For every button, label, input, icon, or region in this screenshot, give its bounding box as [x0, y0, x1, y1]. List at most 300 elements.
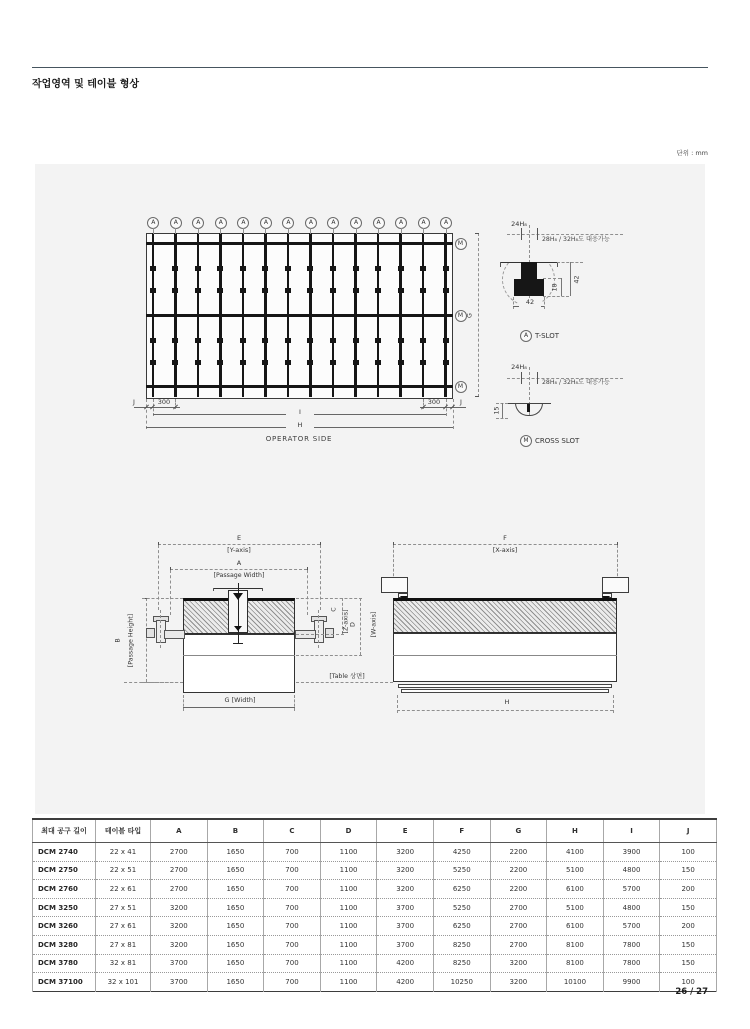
cross-slot-badge: M	[455, 381, 467, 393]
table-cell: 3200	[377, 861, 434, 880]
t-slot-mark	[330, 360, 336, 365]
spec-table-grid	[32, 818, 717, 992]
diagram-line	[170, 569, 307, 570]
t-slot-badge: A	[147, 217, 159, 229]
diagram-line	[318, 610, 319, 648]
table-cell: 200	[660, 880, 717, 899]
t-slot-mark	[443, 360, 449, 365]
table-cell: 10100	[547, 973, 604, 992]
cross-slot-line	[146, 385, 453, 388]
diagram-line	[393, 545, 394, 581]
table-cell: 700	[264, 898, 321, 917]
table-cell: 27 x 81	[96, 935, 151, 954]
badge-leader	[220, 228, 221, 234]
t-slot-mark	[330, 338, 336, 343]
diagram-line	[397, 710, 613, 711]
diagram-line	[183, 695, 184, 711]
y-axis-label: [Y-axis]	[227, 545, 251, 554]
table-cell: 150	[660, 935, 717, 954]
t-slot-mark	[307, 266, 313, 271]
table-cell: 5100	[547, 898, 604, 917]
table-cell: 8100	[547, 935, 604, 954]
clamp-right-knob	[325, 628, 334, 638]
t-slot-mark	[375, 338, 381, 343]
table-cell: 5250	[433, 861, 490, 880]
table-cell: 5700	[603, 880, 660, 899]
dim-f-label: F	[503, 533, 507, 542]
diagram-line	[33, 819, 717, 843]
table-cell: DCM 2760	[33, 880, 96, 899]
diagram-line	[158, 545, 159, 610]
badge-leader	[356, 228, 357, 234]
t-slot-badge: A	[350, 217, 362, 229]
diagram-line	[307, 570, 308, 615]
t-slot-mark	[217, 360, 223, 365]
tslot-dim-18: 18	[551, 283, 558, 292]
t-slot-mark	[172, 338, 178, 343]
badge-leader	[198, 228, 199, 234]
diagram-line	[544, 297, 545, 309]
clamp-left-knob	[146, 628, 155, 638]
diagram-line	[296, 682, 393, 683]
diagram-line	[393, 655, 617, 656]
cross-slot-badge: M	[455, 310, 467, 322]
diagram-line	[500, 262, 501, 267]
table-cell: 700	[264, 843, 321, 862]
table-cell: 10250	[433, 973, 490, 992]
table-cell: 1100	[320, 973, 377, 992]
table-cell: 1100	[320, 954, 377, 973]
diagram-line	[570, 262, 571, 296]
table-cell: 9900	[603, 973, 660, 992]
table-cell: DCM 3280	[33, 935, 96, 954]
table-cell: 3200	[377, 843, 434, 862]
t-slot-mark	[353, 360, 359, 365]
table-cell: DCM 3260	[33, 917, 96, 936]
column-header: J	[660, 819, 717, 843]
badge-leader	[243, 228, 244, 234]
table-cell: 150	[660, 861, 717, 880]
tslot-dim-width: 42	[519, 299, 541, 307]
table-cell: 4200	[377, 973, 434, 992]
table-cell: 7800	[603, 954, 660, 973]
badge-leader	[153, 228, 154, 234]
t-slot-mark	[262, 266, 268, 271]
w-axis-label: [W-axis]	[370, 611, 378, 637]
table-cell: 5700	[603, 917, 660, 936]
diagram-line	[296, 655, 362, 656]
t-slot-mark	[285, 288, 291, 293]
diagram-line	[521, 228, 522, 240]
column-header: F	[433, 819, 490, 843]
t-slot-mark	[420, 266, 426, 271]
diagram-line	[360, 598, 361, 655]
t-slot-mark	[398, 360, 404, 365]
table-cell: 2200	[490, 843, 547, 862]
column-header: A	[151, 819, 208, 843]
table-cell: DCM 2750	[33, 861, 96, 880]
diagram-line	[160, 610, 161, 648]
dim-300-left: 300	[157, 397, 171, 406]
table-cell: 1650	[207, 880, 264, 899]
table-cell: 5100	[547, 861, 604, 880]
t-slot-mark	[240, 360, 246, 365]
table-cell: 700	[264, 954, 321, 973]
diagram-line	[33, 843, 717, 992]
table-cell: 2700	[151, 843, 208, 862]
t-slot-mark	[217, 288, 223, 293]
side-table-body	[393, 633, 617, 682]
diagram-line	[478, 233, 479, 397]
diagram-line	[543, 296, 569, 297]
table-cell: 3700	[377, 898, 434, 917]
t-slot-badge: A	[237, 217, 249, 229]
table-cell: 700	[264, 880, 321, 899]
diagram-line	[617, 545, 618, 581]
badge-leader	[333, 228, 334, 234]
diagram-line	[537, 228, 538, 240]
table-cell: 3700	[151, 954, 208, 973]
t-slot-mark	[443, 266, 449, 271]
diagram-line	[296, 634, 344, 635]
diagram-line	[521, 372, 522, 384]
table-cell: 6100	[547, 880, 604, 899]
table-cell: 8250	[433, 954, 490, 973]
cross-caption: CROSS SLOT	[535, 436, 580, 445]
diagram-line	[475, 396, 479, 397]
cross-slot-badge: M	[455, 238, 467, 250]
table-cell: 1650	[207, 898, 264, 917]
spindle-head-right	[602, 577, 629, 593]
badge-leader	[423, 228, 424, 234]
dim-j-right: J	[460, 397, 462, 406]
diagram-line	[262, 588, 263, 591]
dim-g-label: G	[466, 312, 474, 318]
table-cell: DCM 37100	[33, 973, 96, 992]
cross-note: 28H₈ / 32H₈도 대응가능	[542, 379, 610, 386]
diagram-line	[158, 544, 320, 545]
spindle-tip	[234, 626, 242, 631]
table-cell: 6250	[433, 917, 490, 936]
t-slot-mark	[420, 360, 426, 365]
dim-c-label: C	[330, 606, 338, 612]
table-cell: 2200	[490, 880, 547, 899]
table-cell: 3700	[377, 917, 434, 936]
table-cell: 1650	[207, 935, 264, 954]
table-cell: 2700	[490, 935, 547, 954]
table-cell: 22 x 41	[96, 843, 151, 862]
side-hatch-block	[393, 598, 617, 633]
t-slot-mark	[240, 338, 246, 343]
t-slot-mark	[420, 338, 426, 343]
t-slot-badge: A	[373, 217, 385, 229]
table-cell: 3200	[377, 880, 434, 899]
tslot-badge: A	[520, 330, 532, 342]
t-slot-badge: A	[192, 217, 204, 229]
column-header: 최대 공구 길이	[33, 819, 96, 843]
t-slot-mark	[195, 288, 201, 293]
diagram-line	[146, 598, 147, 682]
table-cell: 700	[264, 861, 321, 880]
table-cell: 100	[660, 973, 717, 992]
t-slot-mark	[443, 338, 449, 343]
cross-slot-line	[146, 242, 453, 245]
t-slot-mark	[195, 338, 201, 343]
t-slot-badge: A	[170, 217, 182, 229]
table-cell: 1650	[207, 843, 264, 862]
diagram-line	[142, 598, 183, 599]
table-cell: 2200	[490, 861, 547, 880]
table-cell: 22 x 61	[96, 880, 151, 899]
t-slot-mark	[285, 266, 291, 271]
passage-width-label: [Passage Width]	[213, 571, 265, 579]
column-header: E	[377, 819, 434, 843]
tslot-note: 28H₈ / 32H₈도 대응가능	[542, 235, 610, 243]
column-header: G	[490, 819, 547, 843]
table-base-strip	[401, 689, 609, 694]
table-cell: 7800	[603, 935, 660, 954]
table-cell: 2700	[490, 917, 547, 936]
diagram-line	[213, 588, 214, 591]
diagram-line	[475, 233, 479, 234]
table-cell: 4800	[603, 898, 660, 917]
t-slot-mark	[262, 288, 268, 293]
table-row	[33, 917, 717, 936]
t-slot-mark	[285, 338, 291, 343]
table-cell: 22 x 51	[96, 861, 151, 880]
table-cell: DCM 3250	[33, 898, 96, 917]
column-header: D	[320, 819, 377, 843]
table-cell: 150	[660, 954, 717, 973]
table-cell: 4200	[377, 954, 434, 973]
table-cell: 1100	[320, 898, 377, 917]
t-slot-mark	[375, 288, 381, 293]
diagram-line	[393, 544, 617, 545]
tslot-cavity	[514, 279, 544, 297]
t-slot-badge: A	[260, 217, 272, 229]
clamp-left-arm	[164, 630, 185, 640]
t-slot-mark	[195, 266, 201, 271]
table-cell: 8250	[433, 935, 490, 954]
t-slot-mark	[353, 288, 359, 293]
column-header: I	[603, 819, 660, 843]
t-slot-mark	[150, 288, 156, 293]
table-row	[33, 843, 717, 862]
t-slot-mark	[150, 360, 156, 365]
column-header: H	[547, 819, 604, 843]
diagram-line	[561, 278, 562, 296]
diagram-line	[124, 682, 183, 683]
t-slot-mark	[307, 360, 313, 365]
table-cell: 4100	[547, 843, 604, 862]
table-cell: 3200	[151, 898, 208, 917]
t-slot-mark	[307, 338, 313, 343]
diagram-line	[33, 819, 717, 843]
table-row	[33, 935, 717, 954]
table-cell: 2700	[151, 861, 208, 880]
t-slot-mark	[172, 266, 178, 271]
t-slot-mark	[398, 338, 404, 343]
dim-e-label: E	[236, 533, 242, 542]
cross-width-label: 24H₈	[511, 362, 527, 371]
table-cell: 700	[264, 935, 321, 954]
table-cell: 1100	[320, 861, 377, 880]
t-slot-badge: A	[327, 217, 339, 229]
spindle-head-left	[381, 577, 408, 593]
table-cell: 100	[660, 843, 717, 862]
dim-i-label: I	[286, 409, 314, 417]
table-cell: 200	[660, 917, 717, 936]
table-cell: 3900	[603, 843, 660, 862]
column-header: 테이블 타입	[96, 819, 151, 843]
cross-dim-15: 15	[493, 406, 500, 415]
cross-badge: M	[520, 435, 532, 447]
t-slot-mark	[172, 360, 178, 365]
table-cell: 150	[660, 898, 717, 917]
table-cell: 1100	[320, 880, 377, 899]
t-slot-badge: A	[418, 217, 430, 229]
column-header: C	[264, 819, 321, 843]
t-slot-mark	[375, 266, 381, 271]
dim-d-label: D	[349, 621, 356, 627]
diagram-line	[502, 403, 503, 418]
t-slot-mark	[150, 266, 156, 271]
page-number: 26 / 27	[675, 987, 708, 997]
table-top-label: [Table 상면]	[313, 673, 381, 681]
table-cell: 32 x 81	[96, 954, 151, 973]
table-row	[33, 898, 717, 917]
t-slot-mark	[195, 360, 201, 365]
table-cell: 8100	[547, 954, 604, 973]
page-title: 작업영역 및 테이블 형상	[32, 79, 140, 90]
t-slot-mark	[398, 266, 404, 271]
t-slot-mark	[150, 338, 156, 343]
column-header: B	[207, 819, 264, 843]
diagram-line	[294, 695, 295, 711]
t-slot-mark	[307, 288, 313, 293]
table-cell: 700	[264, 917, 321, 936]
diagram-line	[513, 297, 514, 309]
table-cell: DCM 3780	[33, 954, 96, 973]
badge-leader	[401, 228, 402, 234]
t-slot-mark	[262, 360, 268, 365]
spec-table	[32, 818, 716, 992]
t-slot-mark	[443, 288, 449, 293]
t-slot-badge: A	[305, 217, 317, 229]
dim-j-left: J	[133, 397, 135, 406]
table-cell: 3200	[490, 973, 547, 992]
table-cell: 6100	[547, 917, 604, 936]
t-slot-mark	[375, 360, 381, 365]
badge-leader	[288, 228, 289, 234]
tslot-caption: T-SLOT	[535, 331, 560, 340]
table-cell: 3200	[490, 954, 547, 973]
dim-b-label: B	[114, 637, 122, 643]
table-cell: 3200	[151, 935, 208, 954]
dim-h-side-label: H	[495, 699, 519, 707]
table-cell: 4800	[603, 861, 660, 880]
badge-leader	[310, 228, 311, 234]
dim-h-label: H	[286, 422, 314, 430]
table-cell: 1100	[320, 917, 377, 936]
t-slot-mark	[398, 288, 404, 293]
tslot-dim-42: 42	[573, 275, 581, 284]
spindle-arrow	[233, 593, 243, 600]
table-row	[33, 954, 717, 973]
t-slot-mark	[420, 288, 426, 293]
table-cell: 1650	[207, 973, 264, 992]
t-slot-mark	[262, 338, 268, 343]
badge-leader	[265, 228, 266, 234]
dim-g-width-label: G [Width]	[206, 697, 274, 705]
table-cell: 1650	[207, 917, 264, 936]
t-slot-badge: A	[440, 217, 452, 229]
badge-leader	[175, 228, 176, 234]
t-slot-badge: A	[395, 217, 407, 229]
table-base-strip	[398, 684, 612, 688]
table-cell: 3200	[151, 917, 208, 936]
diagram-line	[233, 643, 243, 644]
table-cell: 27 x 51	[96, 898, 151, 917]
diagram-line	[183, 707, 295, 708]
table-cell: 32 x 101	[96, 973, 151, 992]
diagram-line	[320, 545, 321, 610]
table-cell: 1100	[320, 843, 377, 862]
t-slot-mark	[172, 288, 178, 293]
dim-300-right: 300	[427, 397, 441, 406]
dim-a-label: A	[236, 558, 242, 567]
t-slot-mark	[353, 266, 359, 271]
table-cell: 2700	[490, 898, 547, 917]
t-slot-mark	[330, 266, 336, 271]
diagram-line	[613, 695, 614, 713]
table-cell: 3700	[151, 973, 208, 992]
table-cell: 6250	[433, 880, 490, 899]
t-slot-mark	[217, 266, 223, 271]
header-rule	[32, 67, 708, 68]
badge-leader	[378, 228, 379, 234]
tslot-width-label: 24H₈	[511, 219, 527, 228]
diagram-line	[146, 399, 147, 429]
table-cell: 5250	[433, 898, 490, 917]
t-slot-mark	[217, 338, 223, 343]
operator-side-caption: OPERATOR SIDE	[265, 434, 333, 443]
diagram-line	[183, 655, 295, 656]
cross-slot-mark	[527, 404, 530, 412]
badge-leader	[446, 228, 447, 234]
diagram-line	[537, 372, 538, 384]
table-cell: DCM 2740	[33, 843, 96, 862]
cross-slot-line	[146, 314, 453, 317]
t-slot-mark	[285, 360, 291, 365]
unit-label: 단위 : mm	[676, 149, 708, 157]
z-axis-label: [Z-axis]	[342, 609, 350, 634]
t-slot-mark	[330, 288, 336, 293]
diagram-line	[170, 570, 171, 615]
table-cell: 1650	[207, 861, 264, 880]
table-cell: 1650	[207, 954, 264, 973]
t-slot-badge: A	[215, 217, 227, 229]
table-row	[33, 861, 717, 880]
t-slot-mark	[240, 288, 246, 293]
passage-height-label: [Passage Height]	[127, 613, 134, 667]
x-axis-label: [X-axis]	[492, 545, 518, 554]
table-cell: 700	[264, 973, 321, 992]
table-cell: 3700	[377, 935, 434, 954]
table-cell: 4250	[433, 843, 490, 862]
table-cell: 27 x 61	[96, 917, 151, 936]
table-cell: 2700	[151, 880, 208, 899]
